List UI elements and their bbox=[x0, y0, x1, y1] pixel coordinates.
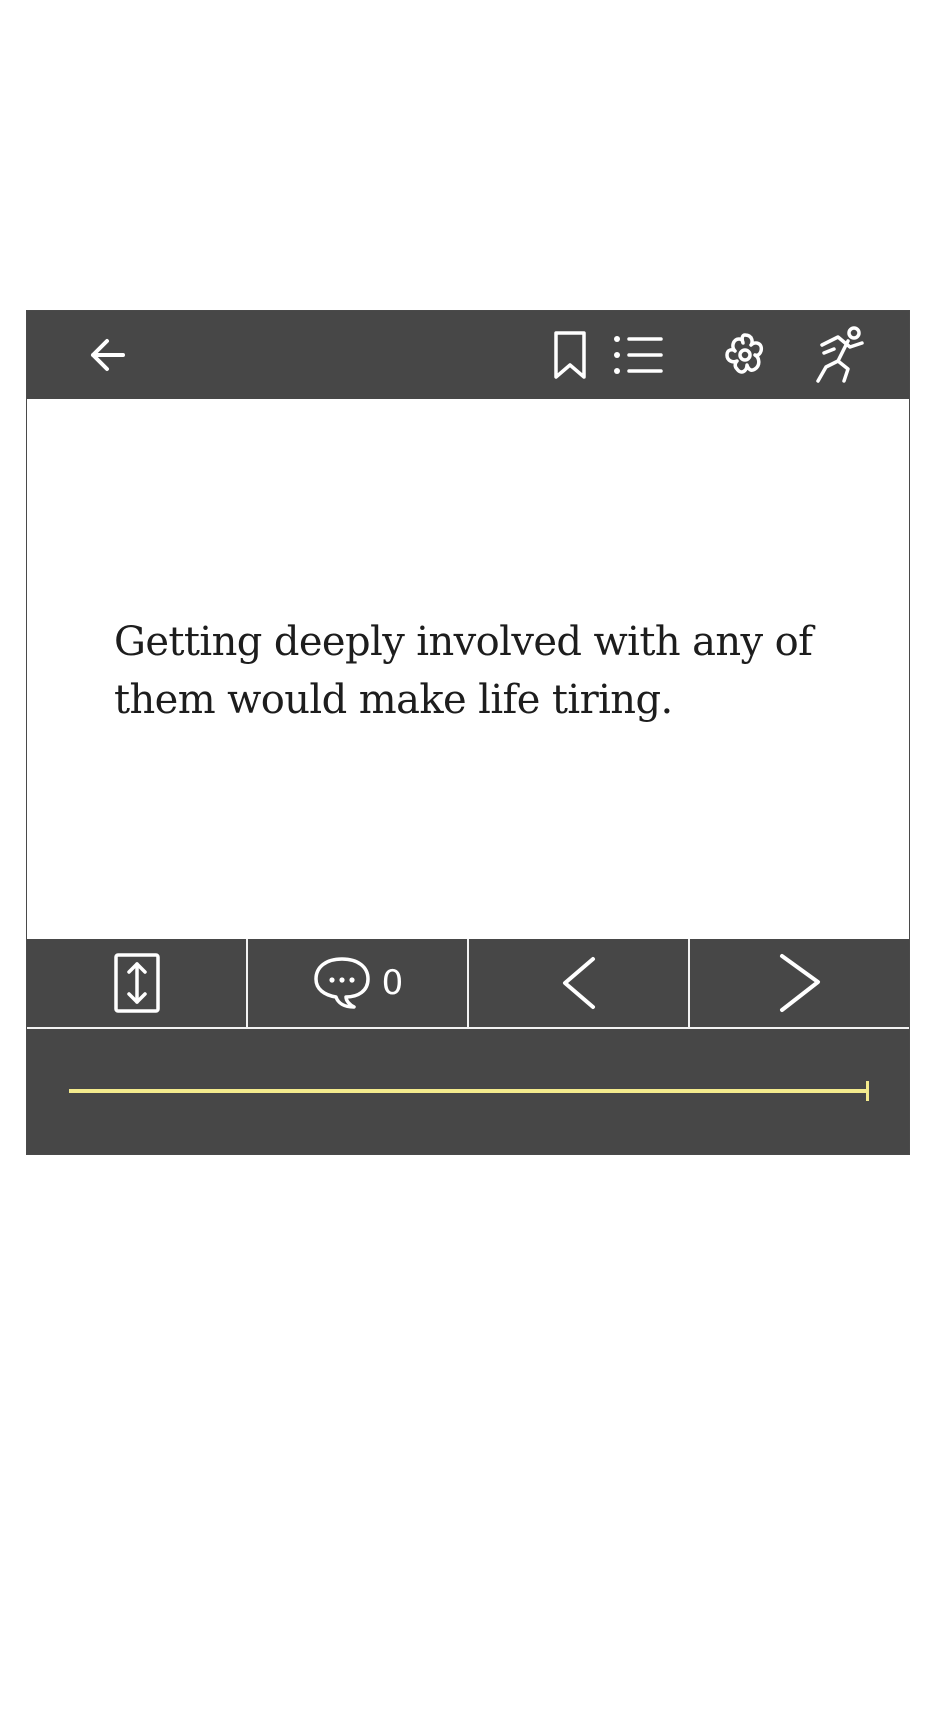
chevron-left-icon bbox=[557, 953, 601, 1013]
comment-count: 0 bbox=[381, 963, 404, 1003]
previous-page-button[interactable] bbox=[467, 939, 688, 1027]
vertical-scroll-icon bbox=[111, 950, 163, 1016]
scroll-mode-button[interactable] bbox=[27, 939, 246, 1027]
next-page-button[interactable] bbox=[688, 939, 909, 1027]
progress-area bbox=[27, 1029, 909, 1154]
chevron-right-icon bbox=[774, 950, 826, 1016]
story-text: Getting deeply involved with any of them would make life tiring. bbox=[114, 619, 813, 723]
exit-reader-button[interactable] bbox=[805, 323, 875, 387]
comments-button[interactable] bbox=[246, 939, 467, 1027]
bottom-toolbar bbox=[27, 939, 909, 1027]
reader-panel bbox=[26, 310, 910, 1155]
speech-bubble-icon bbox=[312, 953, 374, 1013]
top-toolbar bbox=[27, 311, 909, 399]
reading-area bbox=[27, 399, 909, 939]
progress-fill bbox=[69, 1089, 867, 1093]
reading-progress-slider[interactable] bbox=[69, 1089, 867, 1093]
settings-button[interactable] bbox=[715, 327, 775, 383]
flower-gear-icon bbox=[719, 329, 771, 381]
back-button[interactable] bbox=[77, 327, 137, 383]
progress-end-marker[interactable] bbox=[866, 1081, 869, 1101]
back-arrow-icon bbox=[85, 333, 129, 377]
bookmark-button[interactable] bbox=[545, 327, 595, 383]
list-icon bbox=[611, 329, 667, 381]
running-person-icon bbox=[808, 323, 872, 387]
bookmark-icon bbox=[550, 327, 590, 383]
table-of-contents-button[interactable] bbox=[609, 327, 669, 383]
